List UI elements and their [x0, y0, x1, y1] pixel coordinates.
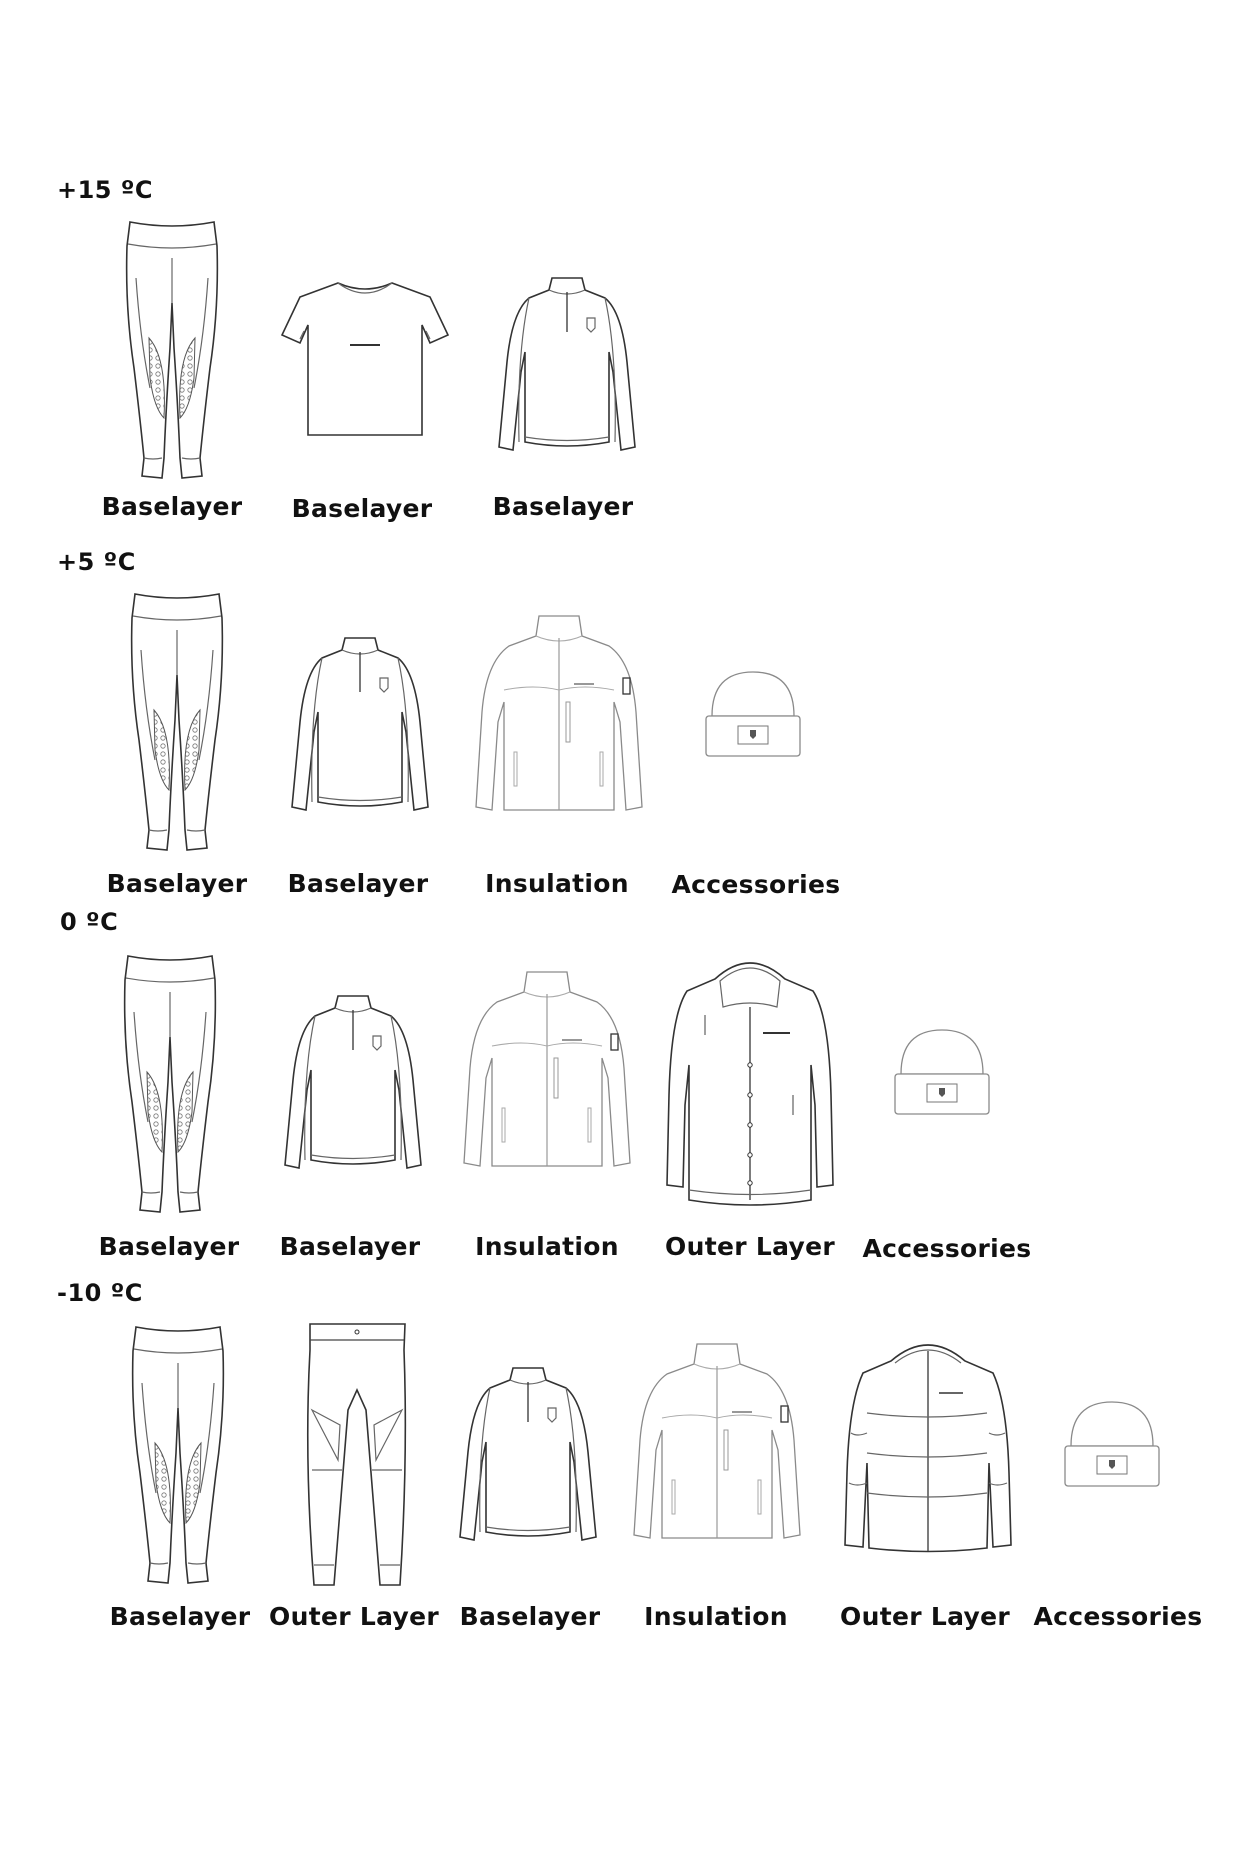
zip-top-icon — [283, 990, 423, 1180]
item-label: Baselayer — [109, 1602, 251, 1631]
item-label: Accessories — [862, 1234, 1032, 1263]
rain-coat-icon — [665, 955, 835, 1210]
leggings-icon — [122, 218, 222, 483]
section-temperature: +5 ºC — [57, 548, 136, 576]
item-label: Insulation — [475, 1232, 619, 1261]
fleece-jacket-icon — [462, 968, 632, 1173]
item-label: Baselayer — [287, 869, 429, 898]
leggings-icon — [128, 1323, 228, 1588]
item-label: Accessories — [671, 870, 841, 899]
leggings-icon — [120, 952, 220, 1217]
zip-top-icon — [458, 1362, 598, 1552]
item-label: Baselayer — [279, 1232, 421, 1261]
item-label: Outer Layer — [269, 1602, 439, 1631]
beanie-icon — [704, 668, 802, 760]
beanie-icon — [893, 1026, 991, 1118]
item-label: Baselayer — [291, 494, 433, 523]
item-label: Outer Layer — [665, 1232, 835, 1261]
leggings-icon — [127, 590, 227, 855]
zip-top-icon — [290, 632, 430, 822]
item-label: Insulation — [485, 869, 629, 898]
section-temperature: +15 ºC — [57, 176, 154, 204]
tshirt-icon — [280, 275, 450, 440]
puffer-jacket-icon — [843, 1333, 1013, 1558]
item-label: Baselayer — [459, 1602, 601, 1631]
item-label: Outer Layer — [840, 1602, 1010, 1631]
item-label: Baselayer — [101, 492, 243, 521]
item-label: Baselayer — [492, 492, 634, 521]
fleece-jacket-icon — [474, 612, 644, 817]
fleece-jacket-icon — [632, 1340, 802, 1545]
zip-top-icon — [497, 272, 637, 462]
beanie-icon — [1063, 1398, 1161, 1490]
section-temperature: 0 ºC — [60, 908, 119, 936]
item-label: Insulation — [644, 1602, 788, 1631]
item-label: Baselayer — [106, 869, 248, 898]
item-label: Accessories — [1033, 1602, 1203, 1631]
outer-pants-icon — [300, 1320, 415, 1590]
section-temperature: -10 ºC — [57, 1279, 143, 1307]
item-label: Baselayer — [98, 1232, 240, 1261]
